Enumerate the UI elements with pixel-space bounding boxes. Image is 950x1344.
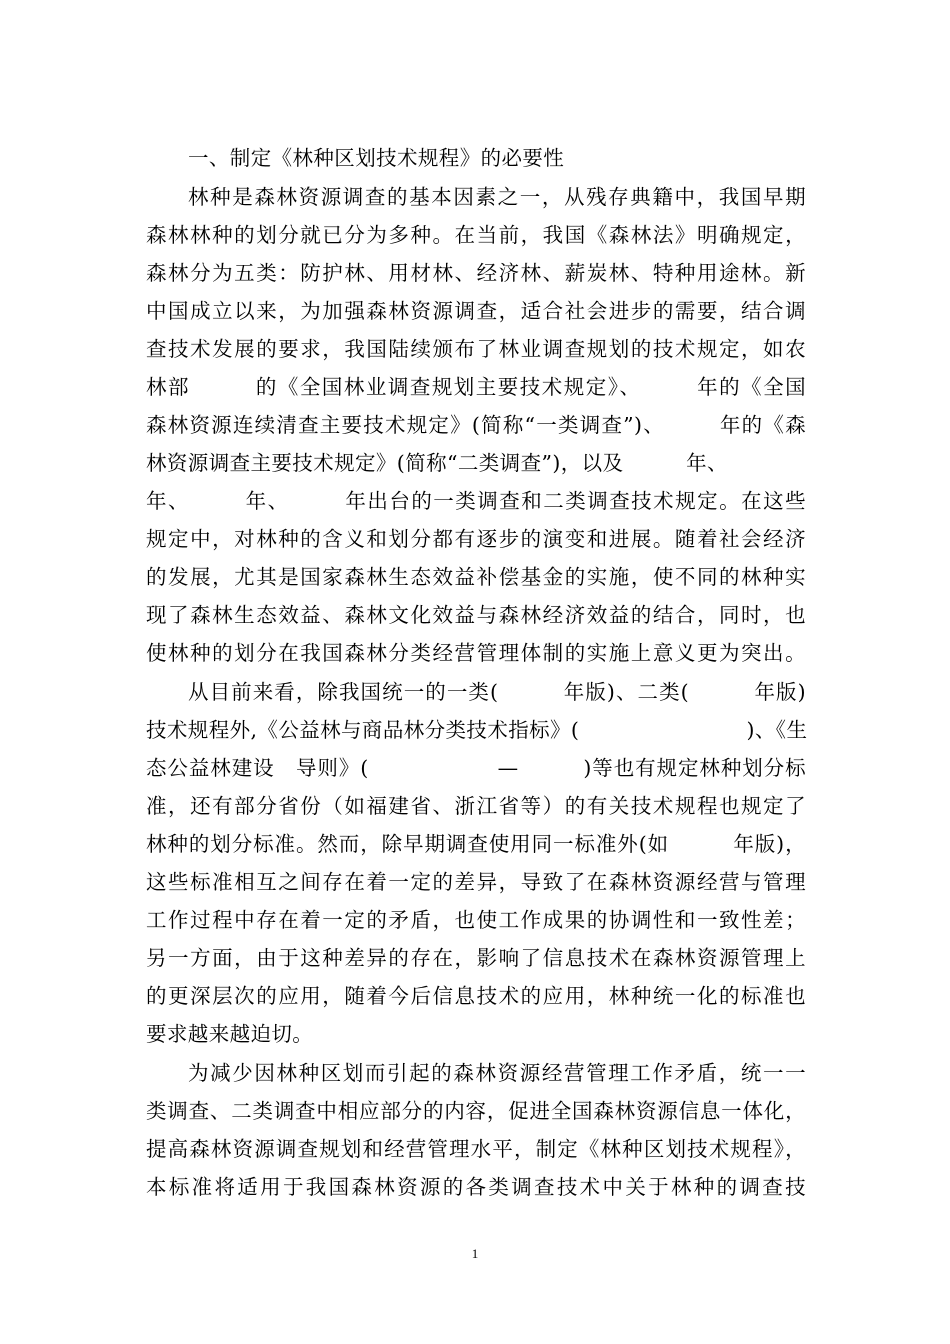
text-line: 准，还有部分省份（如福建省、浙江省等）的有关技术规程也规定了 (146, 794, 806, 818)
text-line: 本标准将适用于我国森林资源的各类调查技术中关于林种的调查技 (146, 1175, 806, 1199)
text-line: 工作过程中存在着一定的矛盾，也使工作成果的协调性和一致性差； (146, 908, 806, 932)
text-line: 的更深层次的应用，随着今后信息技术的应用，林种统一化的标准也 (146, 984, 806, 1008)
text-line: 提高森林资源调查规划和经营管理水平，制定《林种区划技术规程》， (146, 1137, 806, 1161)
text-line: 年、 年、 年出台的一类调查和二类调查技术规定。在这些 (146, 489, 806, 513)
page-number: 1 (471, 1246, 479, 1261)
text-line: 这些标准相互之间存在着一定的差异，导致了在森林资源经营与管理 (146, 870, 806, 894)
text-line: 林部 的《全国林业调查规划主要技术规定》、 年的《全国 (146, 375, 806, 399)
text-line: 技术规程外,《公益林与商品林分类技术指标》( )、《生 (146, 718, 808, 742)
text-line: 林资源调查主要技术规定》(简称“二类调查”)，以及 年、 (146, 451, 728, 475)
text-line: 中国成立以来，为加强森林资源调查，适合社会进步的需要，结合调 (146, 299, 806, 323)
text-line: 使林种的划分在我国森林分类经营管理体制的实施上意义更为突出。 (146, 641, 806, 665)
text-line: 林种是森林资源调查的基本因素之一，从残存典籍中，我国早期 (188, 185, 806, 209)
text-line: 现了森林生态效益、森林文化效益与森林经济效益的结合，同时，也 (146, 603, 806, 627)
section-heading: 一、制定《林种区划技术规程》的必要性 (188, 146, 565, 170)
text-line: 森林分为五类：防护林、用材林、经济林、薪炭林、特种用途林。新 (146, 261, 806, 285)
text-line: 从目前来看，除我国统一的一类( 年版)、二类( 年版) (188, 680, 806, 704)
text-line: 类调查、二类调查中相应部分的内容，促进全国森林资源信息一体化， (146, 1099, 806, 1123)
text-line: 森林资源连续清查主要技术规定》(简称“一类调查”)、 年的《森 (146, 413, 806, 437)
text-line: 规定中，对林种的含义和划分都有逐步的演变和进展。随着社会经济 (146, 527, 806, 551)
text-line: 林种的划分标准。然而，除早期调查使用同一标准外(如 年版)， (146, 832, 806, 856)
text-line: 森林林种的划分就已分为多种。在当前，我国《森林法》明确规定， (146, 223, 806, 247)
text-line: 的发展，尤其是国家森林生态效益补偿基金的实施，使不同的林种实 (146, 565, 806, 589)
text-line: 态公益林建设 导则》( — )等也有规定林种划分标 (146, 756, 806, 780)
text-line: 为减少因林种区划而引起的森林资源经营管理工作矛盾，统一一 (188, 1061, 806, 1085)
text-line: 要求越来越迫切。 (146, 1022, 314, 1046)
text-line: 查技术发展的要求，我国陆续颁布了林业调查规划的技术规定，如农 (146, 337, 806, 361)
text-line: 另一方面，由于这种差异的存在，影响了信息技术在森林资源管理上 (146, 946, 806, 970)
